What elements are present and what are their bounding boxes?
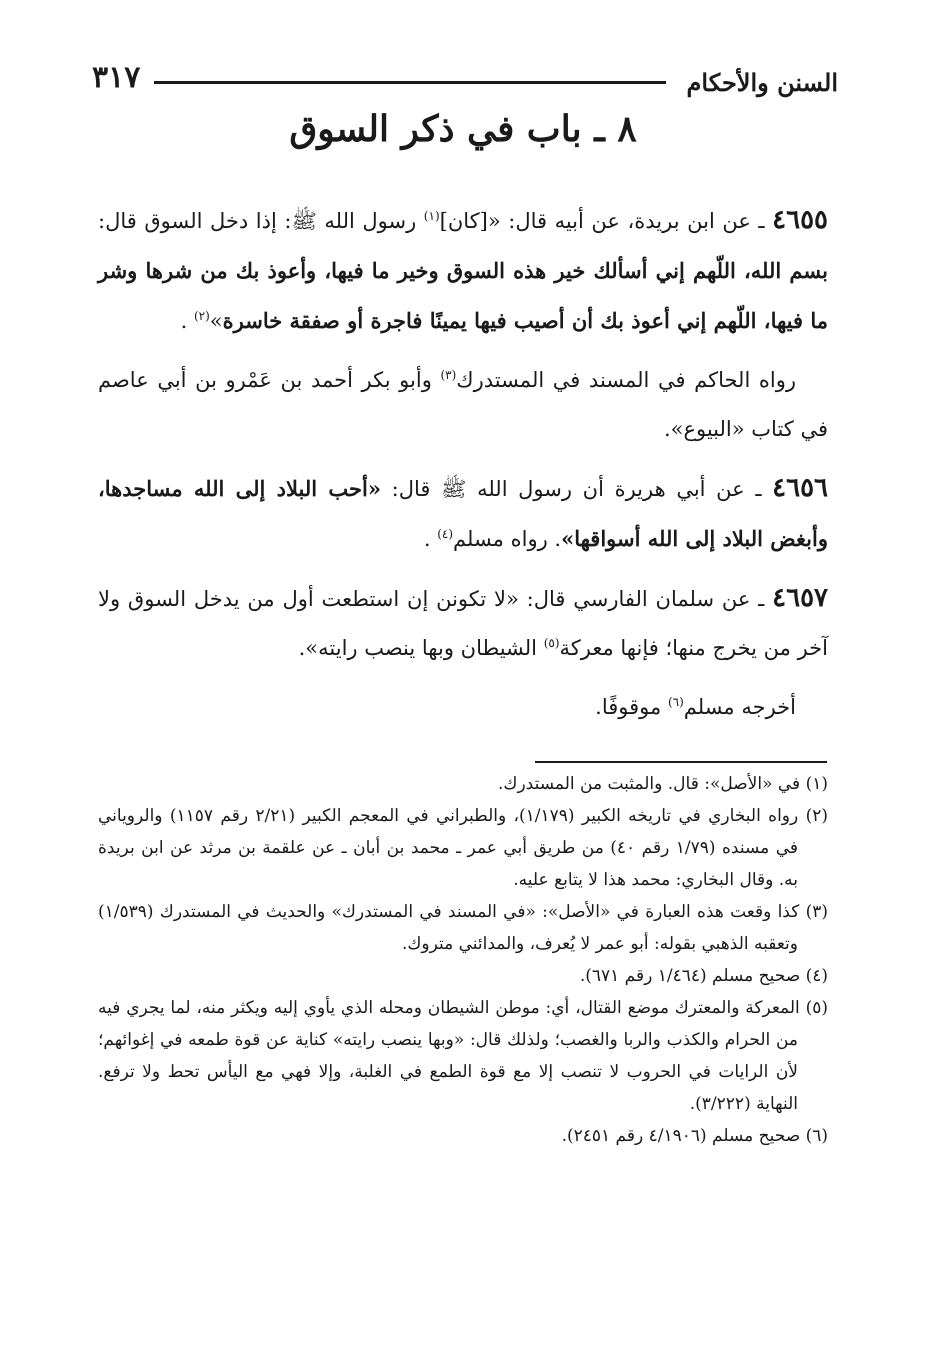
narration-paragraph	[98, 683, 828, 732]
hadith-lead: ـ عن أبي هريرة أن رسول الله ﷺ قال:	[380, 477, 773, 501]
hadith-end: .	[423, 527, 438, 551]
footnote-3: (٣) كذا وقعت هذه العبارة في «الأصل»: «في المسند في المستدرك» والحديث في المستدرك (١/٥٣٩) وتعقبه الذهبي بقوله: أبو عمر لا يُعرف، والمدائني متروك.	[98, 902, 828, 954]
hadith-4655	[98, 196, 828, 346]
hadith-tail: . رواه مسلم	[453, 527, 562, 551]
hadith-quote: «أحب البلاد إلى الله مساجدها، وأبغض البلاد إلى الله أسواقها»	[98, 476, 828, 551]
narration-paragraph	[98, 356, 828, 454]
footnote-ref: (٣)	[440, 368, 457, 382]
page-number: ٣١٧	[92, 60, 141, 95]
footnote-ref: (١)	[423, 209, 440, 223]
hadith-tail: الشيطان وبها ينصب رايته».	[298, 636, 544, 660]
footnote-1: (١) في «الأصل»: قال. والمثبت من المستدرك.	[498, 774, 828, 794]
footnote-4: (٤) صحيح مسلم (١/٤٦٤ رقم ٦٧١).	[579, 966, 828, 986]
footnote-ref: (٥)	[543, 636, 560, 650]
narration-text: وأبو بكر أحمد بن عَمْرو بن أبي عاصم في كتاب «البيوع».	[98, 368, 828, 441]
chapter-title: ٨ ـ باب في ذكر السوق	[289, 108, 637, 150]
hadith-lead: ـ عن سلمان الفارسي قال: «لا تكونن إن استطعت أول من يدخل السوق ولا آخر من يخرج منها؛ فإنها معركة	[98, 587, 828, 660]
footnotes	[98, 768, 828, 1152]
hadith-number: ٤٦٥٧	[772, 583, 828, 613]
narration-text: أخرجه مسلم	[683, 695, 796, 719]
quote-close: »	[209, 309, 223, 333]
hadith-number: ٤٦٥٦	[772, 473, 828, 503]
hadith-4656	[98, 464, 828, 564]
footnote-ref: (٢)	[193, 309, 210, 323]
main-text	[98, 196, 828, 742]
footnote-separator	[535, 761, 827, 763]
hadith-tail: .	[180, 309, 194, 333]
hadith-text: رسول الله ﷺ: إذا دخل السوق قال:	[98, 209, 424, 233]
footnote-ref: (٦)	[667, 695, 684, 709]
hadith-quote: بسم الله، اللّهم إني أسألك خير هذه السوق وخير ما فيها، وأعوذ بك من شرها وشر ما فيها، اللّهم إني أعوذ بك أن أصيب فيها يمينًا فاجرة أو صفقة خاسرة	[98, 258, 828, 333]
narration-text: رواه الحاكم في المسند في المستدرك	[456, 368, 796, 392]
footnote-6: (٦) صحيح مسلم (٤/١٩٠٦ رقم ٢٤٥١).	[561, 1126, 828, 1146]
footnote-2: (٢) رواه البخاري في تاريخه الكبير (١/١٧٩)، والطبراني في المعجم الكبير (٢/٢١ رقم ١١٥٧) والروياني في مسنده (١/٧٩ رقم ٤٠) من طريق أبي عمر ـ محمد بن أبان ـ عن علقمة بن مرثد عن ابن بريدة به. وقال البخاري: محمد هذا لا يتابع عليه.	[98, 806, 828, 890]
hadith-number: ٤٦٥٥	[772, 205, 828, 235]
book-title: السنن والأحكام	[686, 68, 838, 97]
footnote-5: (٥) المعركة والمعترك موضع القتال، أي: موطن الشيطان ومحله الذي يأوي إليه ويكثر منه، لما يجري فيه من الحرام والكذب والربا والغصب؛ ولذلك قال: «وبها ينصب رايته» كناية عن قوة طمعه في إغوائهم؛ لأن الرايات في الحروب لا تنصب إلا مع قوة الطمع في الغلبة، وإلا فهي مع اليأس تحط ولا ترفع. النهاية (٣/٢٢٢).	[98, 998, 828, 1114]
narration-text: موقوفًا.	[595, 695, 668, 719]
footnote-ref: (٤)	[437, 527, 454, 541]
hadith-4657	[98, 574, 828, 673]
page-header	[92, 62, 838, 106]
header-rule	[154, 81, 666, 84]
hadith-lead: ـ عن ابن بريدة، عن أبيه قال: «[كان]	[439, 209, 773, 233]
